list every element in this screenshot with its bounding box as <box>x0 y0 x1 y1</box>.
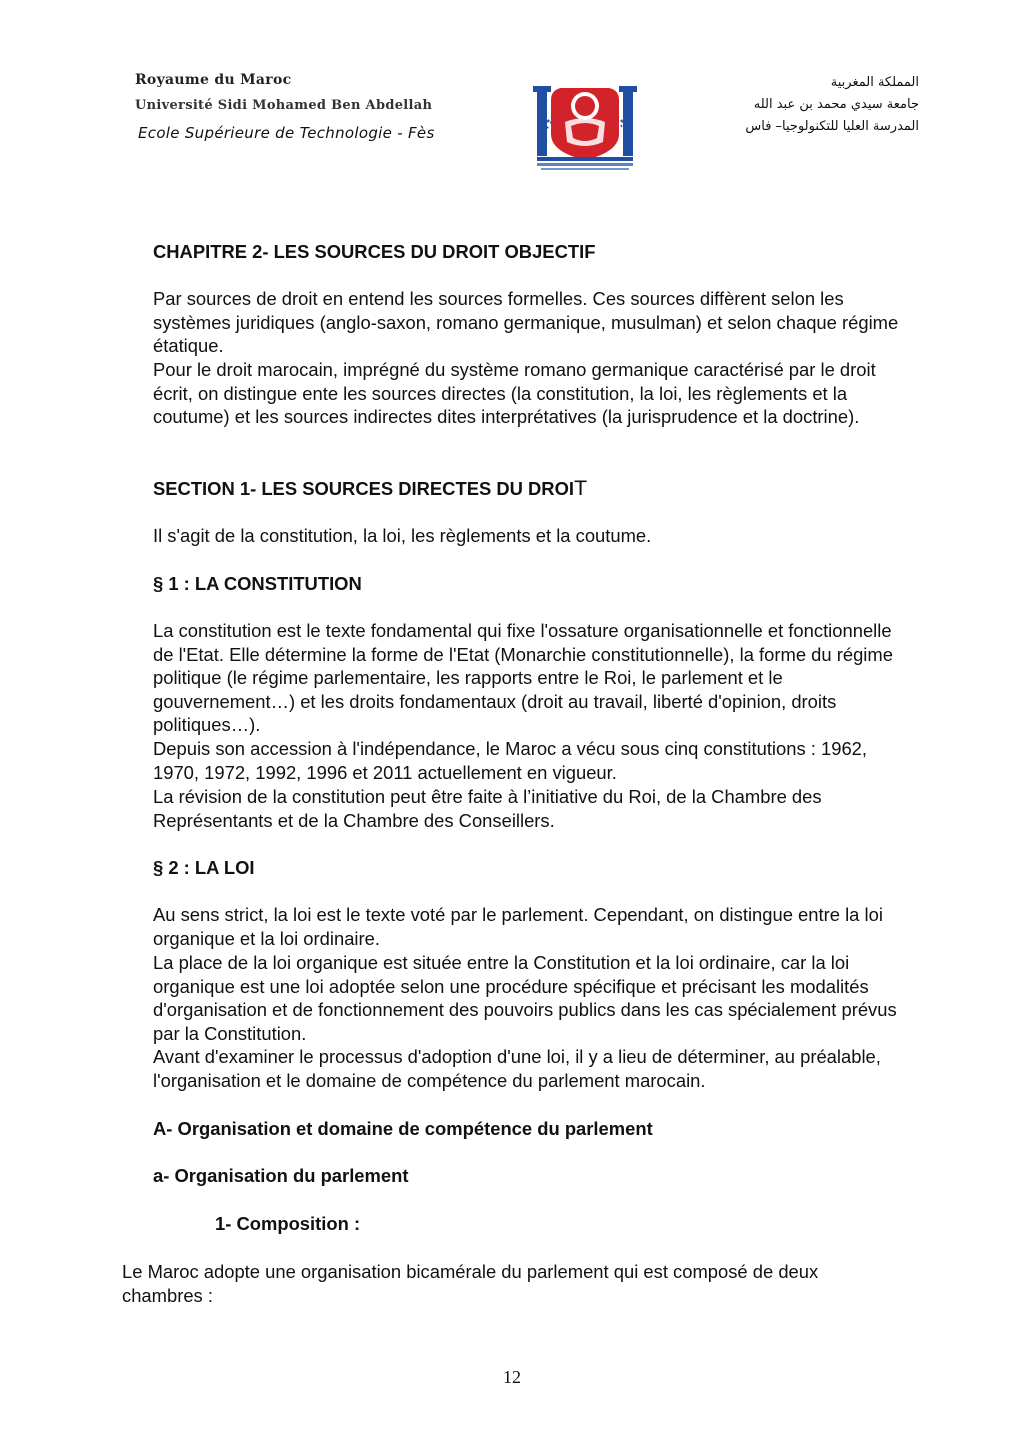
paragraph-1-title: § 1 : LA CONSTITUTION <box>153 573 362 594</box>
header-ar-kingdom: المملكة المغربية <box>830 75 919 90</box>
intro-paragraph-1: Par sources de droit en entend les sources formelles. Ces sources diffèrent selon les systèmes juridiques (anglo-saxon, romano germanique, musulman) et selon chaque régime étatique. <box>153 288 899 357</box>
loi-paragraph-1: Au sens strict, la loi est le texte voté par le parlement. Cependant, on distingue entre la loi organique et la loi ordinaire. <box>153 904 883 949</box>
header-ar-university: جامعة سيدي محمد بن عبد الله <box>753 97 919 112</box>
subsection-a-title: a- Organisation du parlement <box>153 1165 409 1186</box>
header-ar-school: المدرسة العليا للتكنولوجيا– فاس <box>745 119 919 134</box>
section-1-title-bold: SECTION 1- LES SOURCES DIRECTES DU DROI <box>153 478 574 499</box>
section-1-title <box>153 477 913 501</box>
header-school: Ecole Supérieure de Technologie - Fès <box>138 124 435 142</box>
paragraph-2-title: § 2 : LA LOI <box>153 857 255 878</box>
loi-paragraph-3: Avant d'examiner le processus d'adoption d'une loi, il y a lieu de déterminer, au préalable, l'organisation et le domaine de compétence du parlement marocain. <box>153 1046 881 1091</box>
constitution-paragraph-2: Depuis son accession à l'indépendance, le Maroc a vécu sous cinq constitutions : 1962, 1970, 1972, 1992, 1996 et 2011 actuellement en vigueur. <box>153 738 868 783</box>
chapter-title: CHAPITRE 2- LES SOURCES DU DROIT OBJECTIF <box>153 241 596 262</box>
composition-title: 1- Composition : <box>215 1213 361 1234</box>
subsection-A-title: A- Organisation et domaine de compétence du parlement <box>153 1118 653 1139</box>
header-university: Université Sidi Mohamed Ben Abdellah <box>135 98 433 113</box>
constitution-paragraph-1: La constitution est le texte fondamental qui fixe l'ossature organisationnelle et fonctionnelle de l'Etat. Elle détermine la forme de l'Etat (Monarchie constitutionnelle), la forme du régime politique (le régime parlementaire, les rapports entre le Roi, le parlement et le gouvernement…) et les droits fondamentaux (droit au travail, liberté d'opinion, droits politiques…). <box>153 620 893 736</box>
composition-text: Le Maroc adopte une organisation bicamérale du parlement qui est composé de deux chambres : <box>122 1261 819 1306</box>
university-seal-icon <box>531 60 639 172</box>
intro-paragraph-2: Pour le droit marocain, imprégné du système romano germanique caractérisé par le droit écrit, on distingue ente les sources directes (la constitution, la loi, les règlements et la coutume) et les sources indirectes dites interprétatives (la jurisprudence et la doctrine). <box>153 359 876 428</box>
header-kingdom: Royaume du Maroc <box>135 72 292 88</box>
page-number: 12 <box>503 1367 521 1387</box>
constitution-paragraph-3: La révision de la constitution peut être faite à l’initiative du Roi, de la Chambre des Représentants et de la Chambre des Conseillers. <box>153 786 822 831</box>
header-arabic <box>745 72 919 138</box>
section-1-title-tail: T <box>574 476 588 500</box>
section-1-text: Il s'agit de la constitution, la loi, les règlements et la coutume. <box>153 525 652 546</box>
header-french <box>133 72 435 142</box>
loi-paragraph-2: La place de la loi organique est située entre la Constitution et la loi ordinaire, car la loi organique est une loi adoptée selon une procédure spécifique et précisant les modalités d'organisation et de fonctionnement des pouvoirs publics dans les cas spécialement prévus par la Constitution. <box>153 952 897 1044</box>
